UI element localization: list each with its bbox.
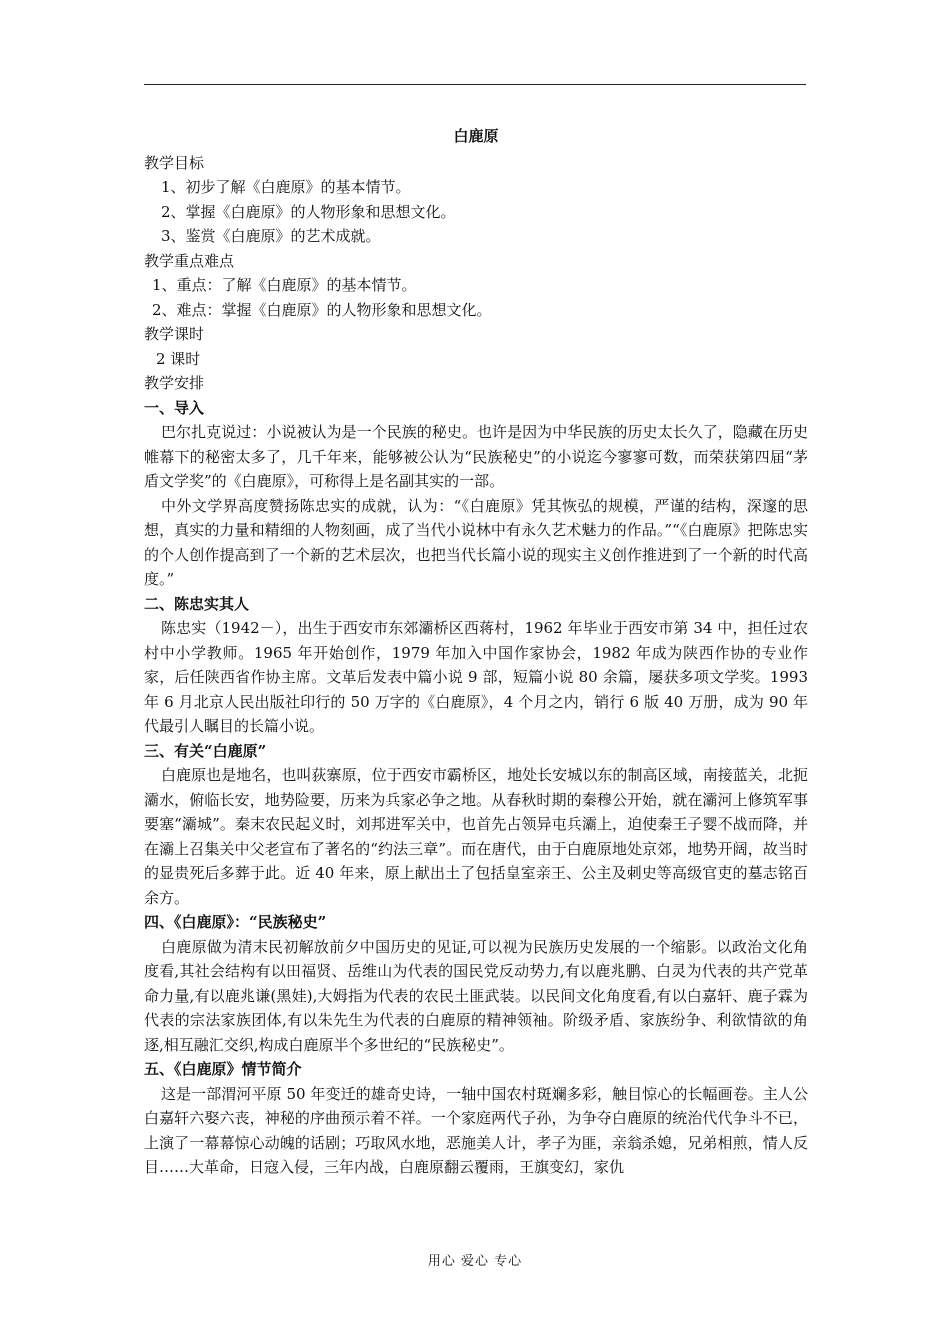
section-heading: 二、陈忠实其人 xyxy=(144,594,250,613)
keypoints-heading: 教学重点难点 xyxy=(144,251,235,270)
section-paragraph: 中外文学界高度赞扬陈忠实的成就，认为：“《白鹿原》凭其恢弘的规模，严谨的结构，深邃的思想，真实的力量和精细的人物刻画，成了当代小说林中有永久艺术魅力的作品。”“《白鹿原》把陈忠实的个人创作提高到了一个新的艺术层次，也把当代长篇小说的现实主义创作推进到了一个新的时代高度。” xyxy=(144,496,808,588)
section-heading: 三、有关“白鹿原” xyxy=(144,741,267,760)
hours-heading: 教学课时 xyxy=(144,325,205,343)
keypoint-item: 2、难点：掌握《白鹿原》的人物形象和思想文化。 xyxy=(152,300,492,319)
document-title: 白鹿原 xyxy=(453,127,499,145)
section-paragraph: 这是一部渭河平原 50 年变迁的雄奇史诗，一轴中国农村斑斓多彩，触目惊心的长幅画卷。主人公白嘉轩六娶六丧，神秘的序曲预示着不祥。一个家庭两代子孙，为争夺白鹿原的统治代代争斗不已，上演了一幕幕惊心动魄的话剧；巧取风水地，恶施美人计，孝子为匪，亲翁杀媳，兄弟相煎，情人反目……大革命，日寇入侵，三年内战，白鹿原翻云覆雨，王旗变幻，家仇 xyxy=(144,1084,808,1176)
section-paragraph: 陈忠实（1942－），出生于西安市东郊灞桥区西蒋村，1962 年毕业于西安市第 34 中，担任过农村中小学教师。1965 年开始创作，1979 年加入中国作家协会，1982 年成为陕西作协的专业作家，后任陕西省作协主席。文革后发表中篇小说 9 部，短篇小说 80 余篇，屡获多项文学奖。1993 年 6 月北京人民出版社印行的 50 万字的《白鹿原》，4 个月之内，销行 6 版 40 万册，成为 90 年代最引人瞩目的长篇小说。 xyxy=(144,619,808,735)
section-heading: 四、《白鹿原》：“民族秘史” xyxy=(144,913,327,931)
document-body xyxy=(144,124,808,1180)
goal-item: 2、掌握《白鹿原》的人物形象和思想文化。 xyxy=(161,202,456,221)
section-heading: 五、《白鹿原》情节简介 xyxy=(144,1060,302,1078)
goal-item: 3、鉴赏《白鹿原》的艺术成就。 xyxy=(161,227,381,245)
section-paragraph: 巴尔扎克说过：小说被认为是一个民族的秘史。也许是因为中华民族的历史太长久了，隐藏在历史帷幕下的秘密太多了，几千年来，能够被公认为“民族秘史”的小说迄今寥寥可数，而荣获第四届“茅盾文学奖”的《白鹿原》，可称得上是名副其实的一部。 xyxy=(144,423,808,490)
header-rule xyxy=(144,84,806,85)
page-footer: 用心 爱心 专心 xyxy=(427,1254,523,1269)
goal-item: 1、初步了解《白鹿原》的基本情节。 xyxy=(161,178,411,196)
keypoint-item: 1、重点：了解《白鹿原》的基本情节。 xyxy=(152,276,417,294)
goals-heading: 教学目标 xyxy=(144,153,205,172)
section-paragraph: 白鹿原做为清末民初解放前夕中国历史的见证,可以视为民族历史发展的一个缩影。以政治文化角度看,其社会结构有以田福贤、岳维山为代表的国民党反动势力,有以鹿兆鹏、白灵为代表的共产党革命力量,有以鹿兆谦(黑娃),大姆指为代表的农民土匪武装。以民间文化角度看,有以白嘉轩、鹿子霖为代表的宗法家族团体,有以朱先生为代表的白鹿原的精神领袖。阶级矛盾、家族纷争、利欲情欲的角逐,相互融汇交织,构成白鹿原半个多世纪的“民族秘史”。 xyxy=(144,937,808,1054)
section-heading: 一、导入 xyxy=(144,398,205,417)
hours-value: 2 课时 xyxy=(156,349,201,368)
arrangement-heading: 教学安排 xyxy=(144,374,205,392)
section-paragraph: 白鹿原也是地名，也叫荻寨原，位于西安市霸桥区，地处长安城以东的制高区域，南接蓝关，北扼灞水，俯临长安，地势险要，历来为兵家必争之地。从春秋时期的秦穆公开始，就在灞河上修筑军事要塞“灞城”。秦末农民起义时，刘邦进军关中，也首先占领异屯兵灞上，迫使秦王子婴不战而降，并在灞上召集关中父老宣布了著名的“约法三章”。而在唐代，由于白鹿原地处京郊，地势开阔，故当时的显贵死后多葬于此。近 40 年来，原上献出土了包括皇室亲王、公主及刺史等高级官吏的墓志铭百余方。 xyxy=(144,766,808,907)
